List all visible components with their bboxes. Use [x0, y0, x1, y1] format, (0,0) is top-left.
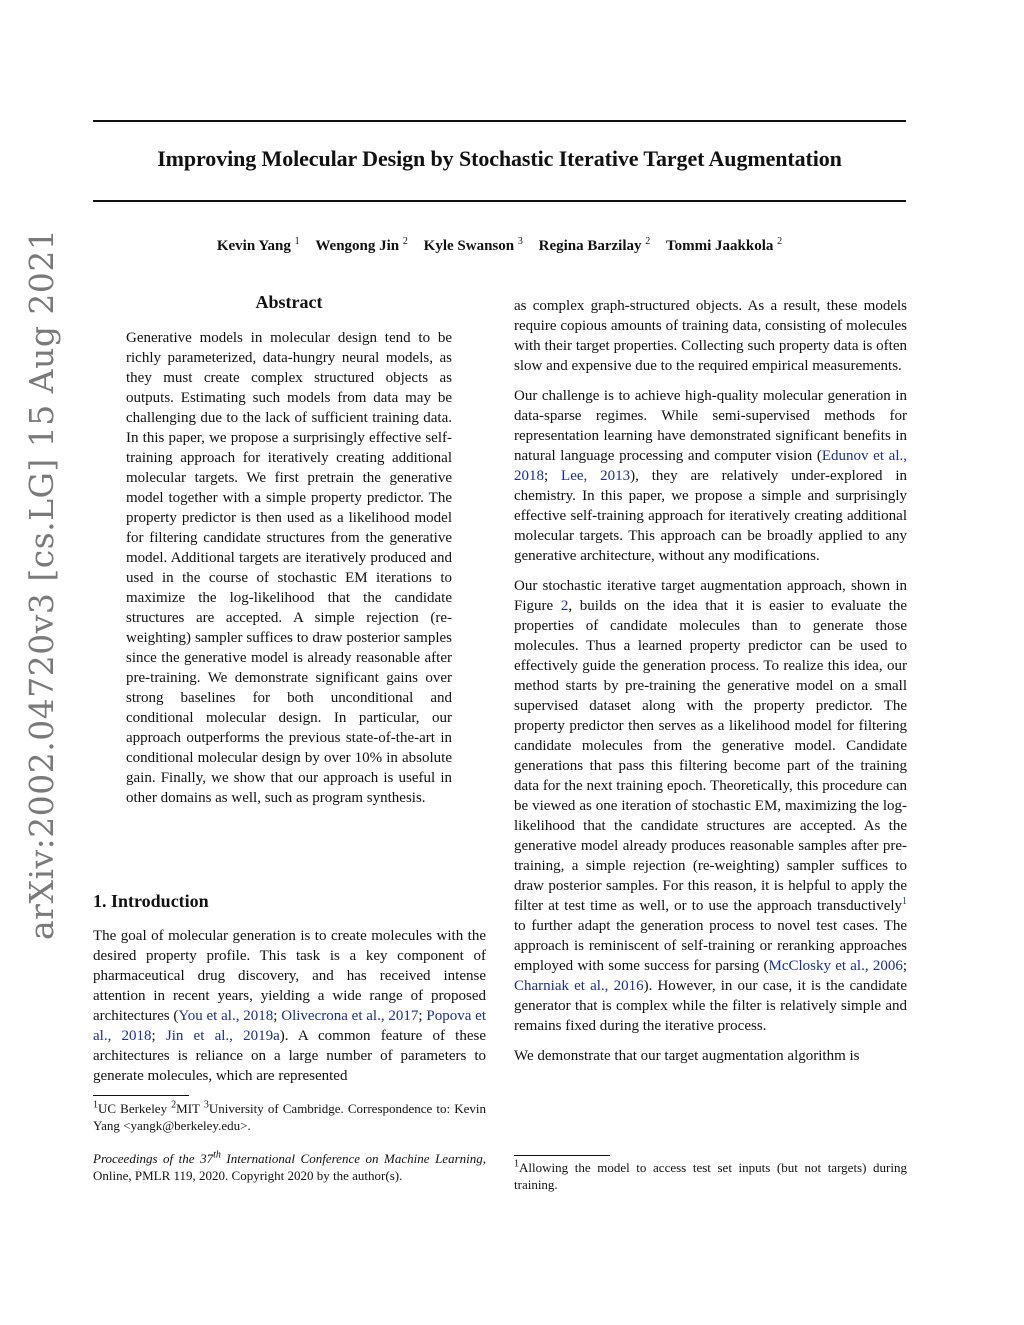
- paragraph: [514, 386, 907, 566]
- author: [424, 238, 523, 254]
- citation-link[interactable]: McClosky et al., 2006: [768, 958, 903, 974]
- author: [217, 238, 300, 254]
- citation-link[interactable]: Jin et al., 2019a: [165, 1028, 280, 1044]
- citation-link[interactable]: Lee, 2013: [561, 468, 631, 484]
- author-affil: 2: [402, 236, 408, 247]
- figure-link[interactable]: 2: [560, 598, 569, 614]
- title-rule-bottom: [93, 200, 906, 202]
- citation-link[interactable]: Olivecrona et al., 2017: [281, 1008, 419, 1024]
- paragraph-text: Our challenge is to achieve high-quality molecular generation in data-sparse regimes. While semi-supervised methods for representation learning have demonstrated significant benefits in natural language processing and computer vision (: [514, 388, 907, 464]
- title-rule-top: [93, 120, 906, 122]
- author-affil: 2: [645, 236, 651, 247]
- author-name: Kyle Swanson: [423, 238, 515, 254]
- affiliation-footnote: [93, 1100, 486, 1134]
- paragraph-text: ;: [544, 468, 562, 484]
- abstract-text: Generative models in molecular design tend to be richly parameterized, data-hungry neural models, as they must create complex structured objects as outputs. Estimating such models from data may be challenging due to the lack of sufficient training data. In this paper, we propose a surprisingly effective self-training approach for iteratively creating additional molecular targets. We first pretrain the generative model together with a simple property predictor. The property predictor is then used as a likelihood model for filtering candidate structures from the generative model. Additional targets are iteratively produced and used in the course of stochastic EM iterations to maximize the log-likelihood that the candidate structures are accepted. A simple rejection (re-weighting) sampler suffices to draw posterior samples since the generative model is already reasonable after pre-training. We demonstrate significant gains over strong baselines for both unconditional and conditional molecular design. In particular, our approach outperforms the previous state-of-the-art in conditional molecular design by over 10% in absolute gain. Finally, we show that our approach is useful in other domains as well, such as program synthesis.: [126, 330, 452, 806]
- footnote-text: MIT: [176, 1101, 204, 1116]
- intro-text: ;: [151, 1028, 166, 1044]
- author: [666, 238, 782, 254]
- footnote-text: Allowing the model to access test set inputs (but not targets) during training.: [514, 1160, 907, 1192]
- paragraph-text: Our stochastic iterative target augmentation approach, shown in Figure: [514, 578, 907, 614]
- footnote-text: UC Berkeley: [98, 1101, 172, 1116]
- author-name: Kevin Yang: [216, 238, 291, 254]
- right-column: [514, 296, 907, 1076]
- paragraph-text: to further adapt the generation process to novel test cases. The approach is reminiscent of self-training or reranking approaches employed with some success for parsing (: [514, 918, 907, 974]
- paper-title: Improving Molecular Design by Stochastic Iterative Target Augmentation: [157, 146, 842, 171]
- author-name: Wengong Jin: [315, 238, 400, 254]
- author-affil: 2: [777, 236, 783, 247]
- author: [315, 238, 408, 254]
- author-list: [93, 236, 906, 255]
- footnote-mark: 2: [171, 1099, 177, 1111]
- footnote-link[interactable]: 1: [902, 896, 907, 907]
- intro-text: ). A common feature of these architectures is reliance on a large number of parameters to generate molecules, which are represented: [93, 1028, 486, 1084]
- proceedings-italic: Proceedings of the 37: [93, 1151, 214, 1166]
- intro-text: The goal of molecular generation is to create molecules with the desired property profile. This task is a key component of pharmaceutical drug discovery, and has received intense attention in recent years, yielding a wide range of proposed architectures (: [93, 928, 486, 1024]
- author-name: Tommi Jaakkola: [666, 238, 774, 254]
- author: [539, 238, 651, 254]
- footnote-mark: 3: [203, 1099, 209, 1111]
- paragraph-text: , builds on the idea that it is easier to evaluate the properties of candidate molecules than to generate those molecules. Thus a learned property predictor can be used to effectively guide the generation process. To realize this idea, our method starts by pre-training the generative model on a small supervised dataset along with the property predictor. The property predictor then serves as a likelihood model for filtering candidate molecules from the generative model. Candidate generations that pass this filtering become part of the training data for the next training epoch. Theoretically, this procedure can be viewed as one iteration of stochastic EM, maximizing the log-likelihood that the candidate structures are accepted. As the generative model already produces reasonable samples after pre-training, a simple rejection (re-weighting) sampler suffices to draw posterior samples. For this reason, it is helpful to apply the filter at test time as well, or to use the approach transductively: [514, 598, 907, 914]
- paragraph-text: ), they are relatively under-explored in chemistry. In this paper, we propose a simple and surprisingly effective self-training approach for iteratively creating additional molecular targets. This approach can be broadly applied to any generative architecture, without any modifications.: [514, 468, 908, 564]
- intro-text: ;: [273, 1008, 282, 1024]
- footnote-mark: 1: [514, 1158, 519, 1170]
- citation-link[interactable]: Popova et al., 2018: [93, 1008, 486, 1044]
- intro-paragraph: [93, 926, 486, 1086]
- footnote-transductive: [514, 1159, 907, 1193]
- author-affil: 3: [517, 236, 523, 247]
- section-heading-introduction: 1. Introduction: [93, 891, 209, 911]
- footnote-rule-left: [93, 1095, 189, 1096]
- proceedings-text: , Online, PMLR 119, 2020. Copyright 2020 by the author(s).: [93, 1151, 486, 1183]
- author-affil: 1: [294, 236, 300, 247]
- paragraph-text: ). However, in our case, it is the candidate generator that is complex while the filter is relatively simple and remains fixed during the iterative process.: [514, 978, 907, 1034]
- paragraph: We demonstrate that our target augmentation algorithm is: [514, 1048, 860, 1064]
- citation-link[interactable]: Charniak et al., 2016: [514, 978, 644, 994]
- arxiv-stamp: arXiv:2002.04720v3 [cs.LG] 15 Aug 2021: [22, 228, 61, 940]
- author-name: Regina Barzilay: [538, 238, 642, 254]
- paragraph-text: ;: [902, 958, 907, 974]
- citation-link[interactable]: You et al., 2018: [178, 1008, 274, 1024]
- footnote-rule-right: [514, 1155, 610, 1156]
- footnote-mark: 1: [93, 1099, 98, 1111]
- abstract-heading: Abstract: [255, 292, 323, 312]
- footnote-text: University of Cambridge. Correspondence to: Kevin Yang <yangk@berkeley.edu>.: [93, 1101, 486, 1133]
- proceedings-italic: International Conference on Machine Learning: [220, 1151, 483, 1166]
- intro-text: ;: [418, 1008, 427, 1024]
- citation-link[interactable]: Edunov et al., 2018: [514, 448, 907, 484]
- paragraph: as complex graph-structured objects. As a result, these models require copious amounts of training data, consisting of molecules with their target properties. Collecting such property data is often slow and expensive due to the required empirical measurements.: [514, 298, 907, 374]
- paragraph: [514, 576, 907, 1036]
- proceedings-note: [93, 1150, 486, 1184]
- proceedings-sup: th: [213, 1149, 221, 1161]
